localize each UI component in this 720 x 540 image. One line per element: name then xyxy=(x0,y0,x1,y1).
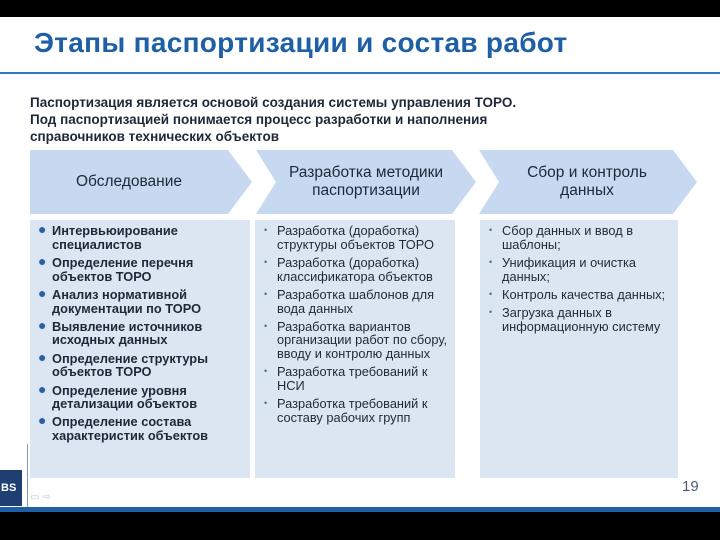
list-item: ● Определение уровня детализации объектов xyxy=(38,380,198,412)
footer-divider xyxy=(27,444,28,508)
list-item: • Разработка (доработка) классификатора объектов xyxy=(264,254,433,284)
list-item: • Разработка требований к составу рабочих групп xyxy=(264,396,428,425)
slide-nav[interactable] xyxy=(30,492,51,503)
list-item: • Разработка шаблонов для вода данных xyxy=(264,286,435,316)
title-divider xyxy=(0,72,720,74)
intro-line: справочников технических объектов xyxy=(30,129,279,144)
stage-arrow-methodology xyxy=(256,150,476,214)
bullet-icon: ● xyxy=(38,252,47,269)
company-logo: BS xyxy=(0,470,22,506)
stage-arrow-collection xyxy=(479,150,697,214)
next-slide-icon[interactable]: ⇨ xyxy=(42,492,51,503)
top-black-bar xyxy=(0,0,720,17)
list-item: • Разработка вариантов организации работ по сбору, вводу и контролю данных xyxy=(264,318,448,362)
page-number: 19 xyxy=(682,478,699,495)
list-item: • Разработка (доработка) структуры объектов ТОРО xyxy=(264,223,434,252)
bullet-icon: • xyxy=(264,256,268,267)
slide-nav-icon[interactable]: ▭ xyxy=(30,492,40,503)
bullet-icon: • xyxy=(264,288,268,299)
bullet-icon: • xyxy=(489,307,493,318)
intro-line: Под паспортизацией понимается процесс разработки и наполнения xyxy=(30,112,488,127)
list-item: ● Определение состава характеристик объектов xyxy=(38,412,209,444)
stage-tasks-survey xyxy=(30,220,250,478)
list-item: ● Выявление источников исходных данных xyxy=(38,316,203,348)
list-item: • Контроль качества данных; xyxy=(489,286,666,302)
intro-text xyxy=(30,94,670,145)
stage-tasks-collection xyxy=(480,220,678,478)
bullet-icon: ● xyxy=(38,221,47,237)
bullet-icon: ● xyxy=(38,316,47,333)
bullet-icon: • xyxy=(264,366,268,377)
bullet-icon: ● xyxy=(38,284,47,301)
intro-line: Паспортизация является основой создания системы управления ТОРО. xyxy=(30,95,517,110)
slide-title: Этапы паспортизации и состав работ xyxy=(34,27,568,58)
list-item: ● Определение перечня объектов ТОРО xyxy=(38,252,194,284)
list-item: ● Анализ нормативной документации по ТОРО xyxy=(38,284,202,316)
list-item: • Разработка требований к НСИ xyxy=(264,364,428,394)
list-item: • Сбор данных и ввод в шаблоны; xyxy=(489,223,634,252)
bullet-icon: • xyxy=(489,256,493,267)
list-item: ● Определение структуры объектов ТОРО xyxy=(38,348,209,380)
bullet-icon: • xyxy=(264,225,268,235)
list-item: • Унификация и очистка данных; xyxy=(489,254,637,284)
stage-title: Сбор и контроль данных xyxy=(527,164,647,199)
list-item: • Загрузка данных в информационную систему xyxy=(489,305,661,334)
bullet-icon: ● xyxy=(38,380,47,397)
stage-title: Обследование xyxy=(75,173,183,190)
bottom-black-bar xyxy=(0,512,720,540)
stage-title: Разработка методики паспортизации xyxy=(288,164,444,199)
bullet-icon: • xyxy=(264,398,268,409)
bullet-icon: ● xyxy=(38,412,47,429)
bullet-icon: ● xyxy=(38,348,47,365)
bullet-icon: • xyxy=(489,288,493,299)
list-item: ● Интервьюирование специалистов xyxy=(38,221,178,252)
stage-arrow-survey xyxy=(30,150,252,214)
bullet-icon: • xyxy=(264,320,268,331)
bullet-icon: • xyxy=(489,225,493,235)
stage-tasks-methodology xyxy=(255,220,455,478)
